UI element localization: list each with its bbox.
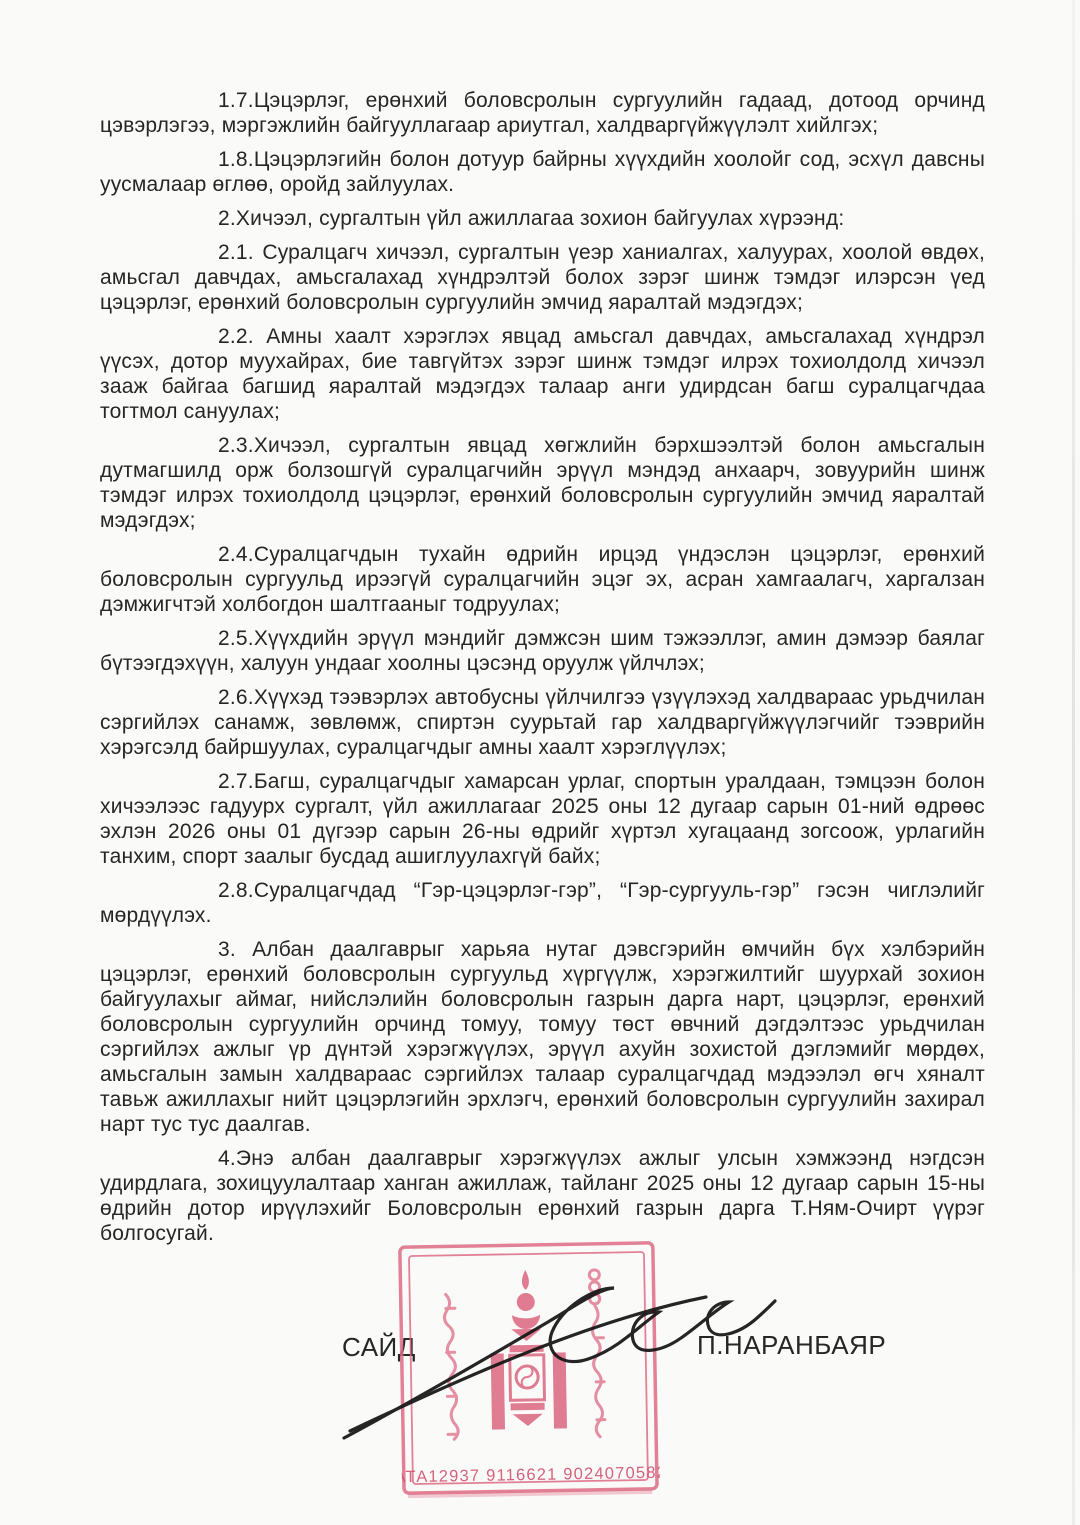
document-body bbox=[100, 88, 985, 1255]
paragraph-2-5: 2.5.Хүүхдийн эрүүл мэндийг дэмжсэн шим тэжээллэг, амин дэмээр баялаг бүтээгдэхүүн, халуун ундааг хоолны цэсэнд оруулж үйлчлэх; bbox=[100, 627, 985, 675]
minister-name-label: П.НАРАНБАЯР bbox=[697, 1330, 887, 1360]
scan-edge-shadow bbox=[1072, 0, 1075, 1525]
minister-title-label: САЙД bbox=[342, 1332, 416, 1362]
paragraph-2-4: 2.4.Суралцагчдын тухайн өдрийн ирцэд үндэслэн цэцэрлэг, ерөнхий боловсролын сургуульд ирээгүй суралцагчийн эцэг эх, асран хамгаалагч, харгалзан дэмжигчтэй холбогдон шалтгааныг тодруулах; bbox=[100, 543, 985, 616]
soyombo-emblem bbox=[489, 1269, 567, 1429]
paragraph-1-7: 1.7.Цэцэрлэг, ерөнхий боловсролын сургуулийн гадаад, дотоод орчинд цэвэрлэгээ, мэргэжлийн байгууллагаар ариутгал, халдваргүйжүүлэлт хийлгэх; bbox=[100, 89, 985, 137]
paragraph-2-7: 2.7.Багш, суралцагчдыг хамарсан урлаг, спортын уралдаан, тэмцээн болон хичээлээс гадуурх сургалт, үйл ажиллагааг 2025 оны 12 дугаар сарын 01-ний өдрөөс эхлэн 2026 оны 01 дүгээр сарын 26-ны өдрийг хүртэл хугацаанд зогсоож, урлагийн танхим, спорт заалыг бусдад ашиглуулахгүй байх; bbox=[100, 770, 985, 868]
paragraph-3: 3. Албан даалгаврыг харьяа нутаг дэвсгэрийн өмчийн бүх хэлбэрийн цэцэрлэг, ерөнхий боловсролын сургуульд хүргүүлж, хэрэгжилтийг шуурхай зохион байгуулахыг аймаг, нийслэлийн боловсролын газрын дарга нарт, цэцэрлэг, ерөнхий боловсролын сургуулийн орчинд томуу, томуу төст өвчний дэгдэлтээс урьдчилан сэргийлэх ажлыг үр дүнтэй хэрэгжүүлэх, эрүүл ахуйн зохистой дэглэмийг мөрдөх, амьсгалын замын халдвараас сэргийлэх талаар суралцагчдад мэдээлэл өгч хяналт тавьж ажиллахыг нийт цэцэрлэгийн эрхлэгч, ерөнхий боловсролын сургуулийн захирал нарт тус тус даалгав. bbox=[100, 938, 985, 1136]
stamp-script-right bbox=[589, 1270, 605, 1437]
paragraph-1-8: 1.8.Цэцэрлэгийн болон дотуур байрны хүүхдийн хоолойг сод, эсхүл давсны уусмалаар өглөө, оройд зайлуулах. bbox=[100, 148, 985, 196]
paragraph-2-3: 2.3.Хичээл, сургалтын явцад хөгжлийн бэрхшээлтэй болон амьсгалын дутмагшилд орж болзошгүй суралцагчийн эрүүл мэндэд анхаарч, зовуурийн шинж тэмдэг илрэх тохиолдолд цэцэрлэг, ерөнхий боловсролын сургуулийн эмчид яаралтай мэдэгдэх; bbox=[100, 434, 985, 532]
stamp-graphic bbox=[398, 1241, 660, 1501]
paragraph-2-6: 2.6.Хүүхэд тээвэрлэх автобусны үйлчилгээ үзүүлэхэд халдвараас урьдчилан сэргийлэх санамж, зөвлөмж, спиртэн суурьтай гар халдваргүйжүүлэгчийг тээврийн хэрэгсэлд байршуулах, суралцагчдыг амны хаалт хэрэглүүлэх; bbox=[100, 686, 985, 759]
paragraph-2-1: 2.1. Суралцагч хичээл, сургалтын үеэр ханиалгах, халуурах, хоолой өвдөх, амьсгал давчдах, амьсгалахад хүндрэлтэй болох зэрэг шинж тэмдэг илэрсэн үед цэцэрлэг, ерөнхий боловсролын сургуулийн эмчид яаралтай мэдэгдэх; bbox=[100, 241, 985, 314]
paragraph-4: 4.Энэ албан даалгаврыг хэрэгжүүлэх ажлыг улсын хэмжээнд нэгдсэн удирдлага, зохицуулалтаар ханган ажиллаж, тайланг 2025 оны 12 дугаар сарын 15-ны өдрийн дотор ирүүлэхийг Боловсролын ерөнхий газрын дарга Т.Ням-Очирт үүрэг болгосугай. bbox=[100, 1147, 985, 1245]
section-2-heading: 2.Хичээл, сургалтын үйл ажиллагаа зохион байгуулах хүрээнд: bbox=[218, 207, 845, 230]
official-stamp bbox=[398, 1241, 660, 1501]
paragraph-2-2: 2.2. Амны хаалт хэрэглэх явцад амьсгал давчдах, амьсгалахад хүндрэл үүсэх, дотор муухайрах, бие тавгүйтэх зэрэг шинж тэмдэг илрэх тохиолдолд хичээл зааж байгаа багшид яаралтай мэдэгдэх талаар анги удирдсан багш суралцагчдаа тогтмол сануулах; bbox=[100, 325, 985, 423]
stamp-script-left bbox=[444, 1294, 458, 1439]
stamp-serial-number: АТА12937 9116621 9024070582 bbox=[397, 1463, 661, 1487]
paragraph-2-8: 2.8.Суралцагчдад “Гэр-цэцэрлэг-гэр”, “Гэр-сургууль-гэр” гэсэн чиглэлийг мөрдүүлэх. bbox=[100, 879, 985, 927]
